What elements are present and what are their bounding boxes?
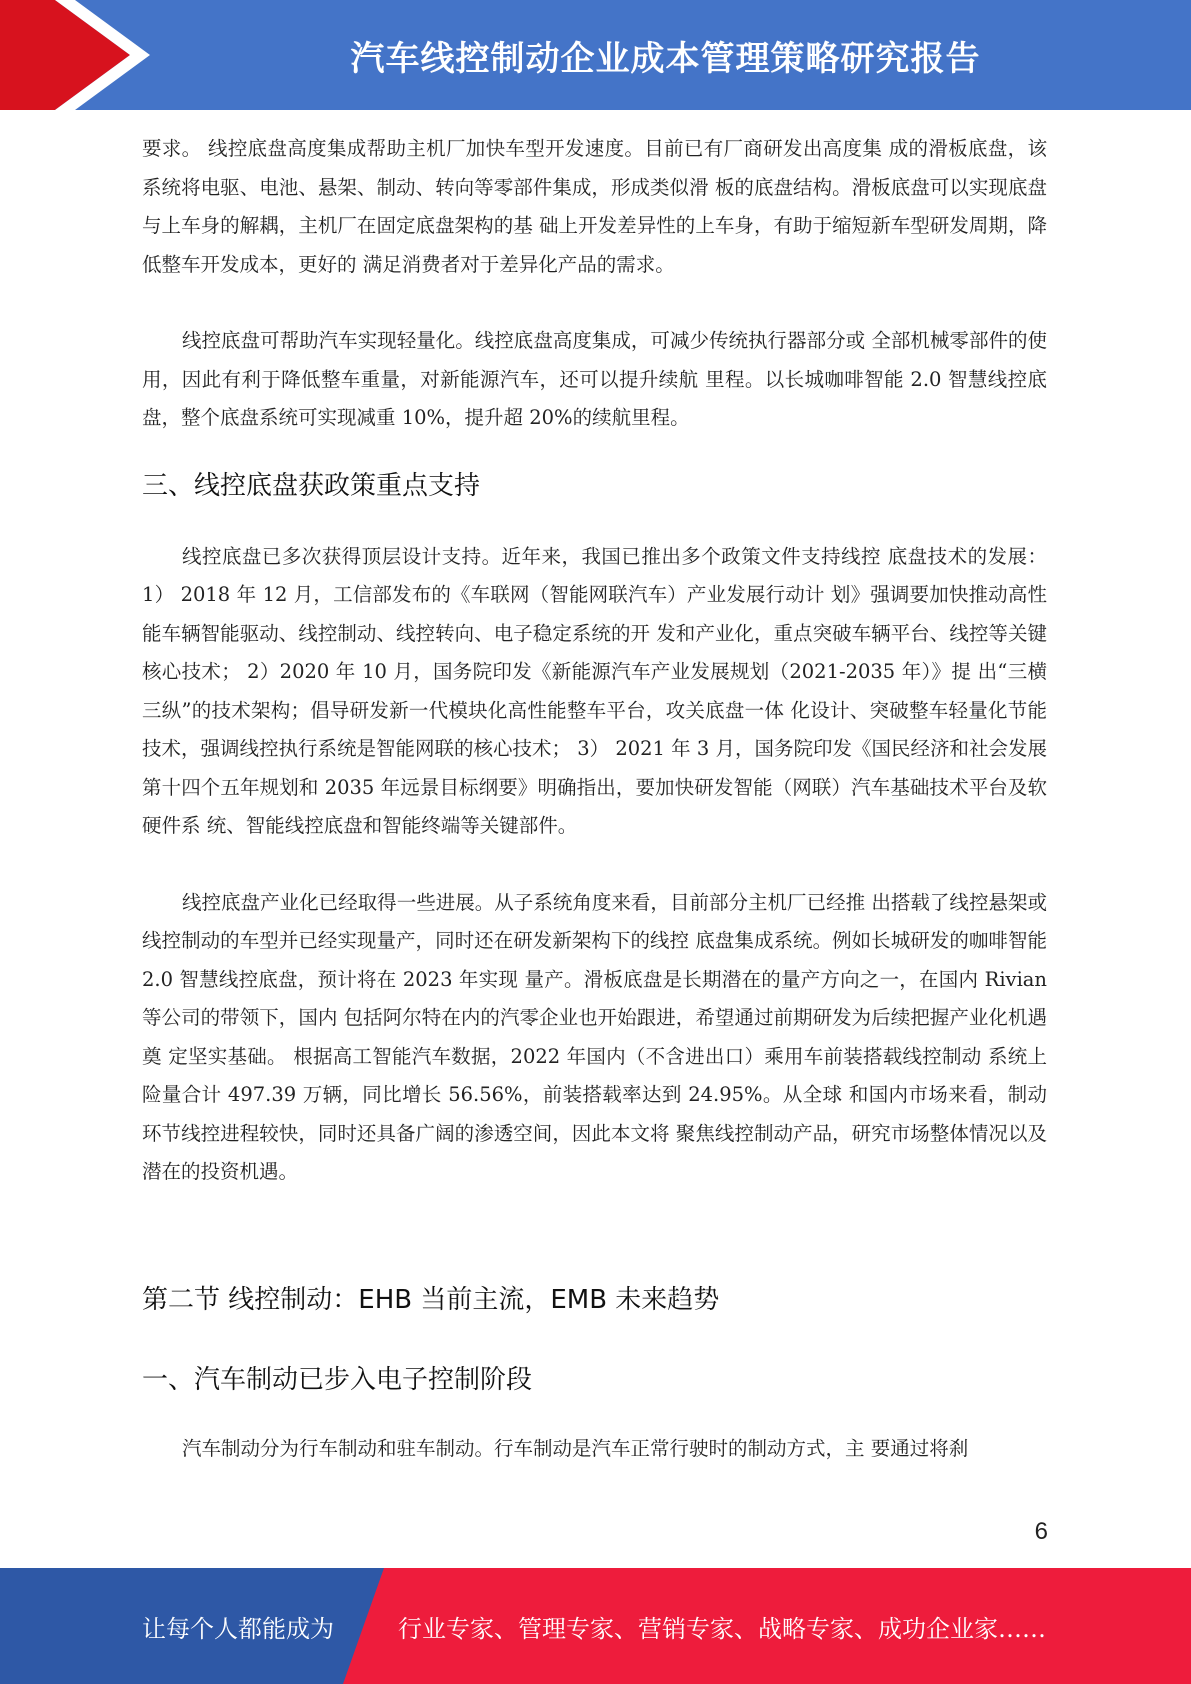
chapter-heading: 第二节 线控制动：EHB 当前主流，EMB 未来趋势 [142,1284,720,1315]
page-footer [0,1568,1191,1684]
page-header [0,0,1191,110]
footer-slogan-right: 行业专家、管理专家、营销专家、战略专家、成功企业家…… [398,1614,1046,1643]
footer-slogan-left: 让每个人都能成为 [142,1614,334,1643]
paragraph: 汽车制动分为行车制动和驻车制动。行车制动是汽车正常行驶时的制动方式，主 要通过将刹 [182,1436,969,1460]
section-heading: 一、汽车制动已步入电子控制阶段 [142,1364,533,1395]
section-heading: 三、线控底盘获政策重点支持 [142,470,481,501]
page-content [142,130,1047,1468]
document-title: 汽车线控制动企业成本管理策略研究报告 [350,38,981,79]
header-red-block [0,0,130,110]
paragraph: 线控底盘产业化已经取得一些进展。从子系统角度来看，目前部分主机厂已经推 出搭载了线控悬架或线控制动的车型并已经实现量产，同时还在研发新架构下的线控 底盘集成系统。例如长城研发的咖啡智能 2.0 智慧线控底盘，预计将在 2023 年实现 量产。滑板底盘是长期潜在的量产方向之一，在国内 Rivian 等公司的带领下，国内 包括阿尔特在内的汽零企业也开始跟进，希望通过前期研发为后续把握产业化机遇奠 定坚实基础。 根据高工智能汽车数据，2022 年国内（不含进出口）乘用车前装搭载线控制动 系统上险量合计 497.39 万辆，同比增长 56.56%，前装搭载率达到 24.95%。从全球 和国内市场来看，制动环节线控进程较快，同时还具备广阔的渗透空间，因此本文将 聚焦线控制动产品，研究市场整体情况以及潜在的投资机遇。 [142,890,1047,1183]
page-number: 6 [1034,1518,1048,1545]
paragraph: 线控底盘已多次获得顶层设计支持。近年来，我国已推出多个政策文件支持线控 底盘技术的发展： 1） 2018 年 12 月，工信部发布的《车联网（智能网联汽车）产业发展行动计 划》强调要加快推动高性能车辆智能驱动、线控制动、线控转向、电子稳定系统的开 发和产业化，重点突破车辆平台、线控等关键核心技术； 2）2020 年 10 月，国务院印发《新能源汽车产业发展规划（2021-2035 年）》提 出“三横三纵”的技术架构；倡导研发新一代模块化高性能整车平台，攻关底盘一体 化设计、突破整车轻量化节能技术，强调线控执行系统是智能网联的核心技术； 3） 2021 年 3 月，国务院印发《国民经济和社会发展第十四个五年规划和 2035 年远景目标纲要》明确指出，要加快研发智能（网联）汽车基础技术平台及软硬件系 统、智能线控底盘和智能终端等关键部件。 [142,544,1047,837]
paragraph: 线控底盘可帮助汽车实现轻量化。线控底盘高度集成，可减少传统执行器部分或 全部机械零部件的使用，因此有利于降低整车重量，对新能源汽车，还可以提升续航 里程。以长城咖啡智能 2.0 智慧线控底盘，整个底盘系统可实现减重 10%，提升超 20%的续航里程。 [142,329,1047,429]
paragraph: 要求。 线控底盘高度集成帮助主机厂加快车型开发速度。目前已有厂商研发出高度集 成的滑板底盘，该系统将电驱、电池、悬架、制动、转向等零部件集成，形成类似滑 板的底盘结构。滑板底盘可以实现底盘与上车身的解耦，主机厂在固定底盘架构的基 础上开发差异性的上车身，有助于缩短新车型研发周期，降低整车开发成本，更好的 满足消费者对于差异化产品的需求。 [142,137,1047,276]
